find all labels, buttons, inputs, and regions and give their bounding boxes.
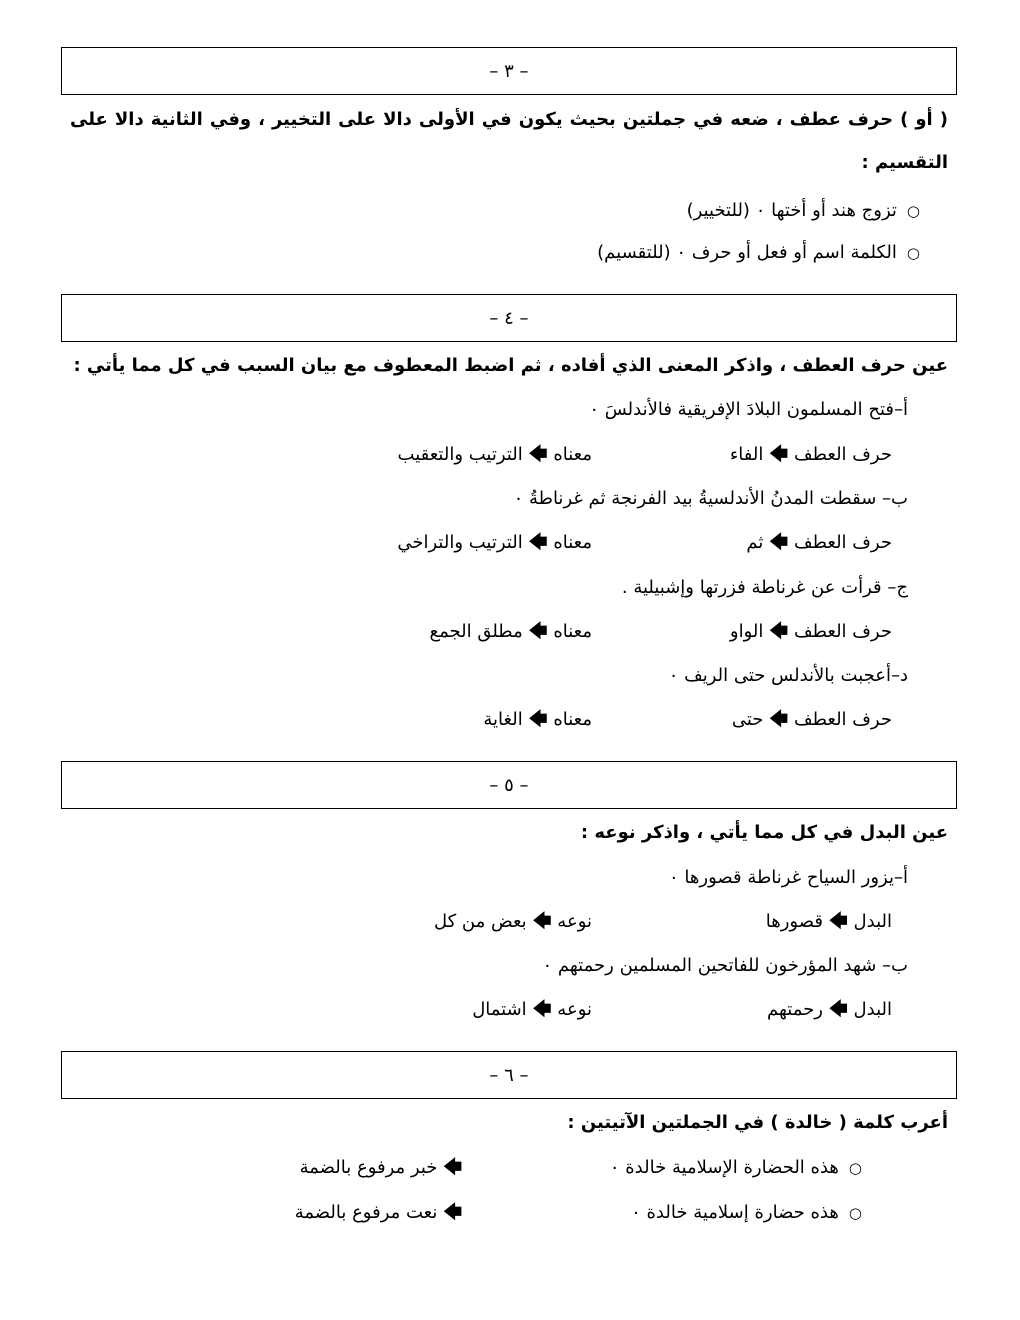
section-header-3 — [61, 47, 957, 95]
section-number: – ٤ – — [489, 307, 529, 329]
question-text: أعرب كلمة ( خالدة ) في الجملتين الآتيتين : — [567, 1112, 948, 1133]
answer-part: معناه🡄الغاية — [483, 709, 592, 730]
answer-part: البدل🡄قصورها — [765, 911, 892, 932]
answer-part: نوعه🡄اشتمال — [472, 999, 592, 1020]
arrow-left-icon: 🡄 — [769, 532, 788, 553]
example-sentence: ب– سقطت المدنُ الأندلسيةُ بيد الفرنجة ثم غرناطةُ ٠ — [513, 488, 908, 509]
arrow-left-icon: 🡄 — [443, 1202, 462, 1223]
answer-part: معناه🡄مطلق الجمع — [429, 621, 592, 642]
answer-part: البدل🡄رحمتهم — [767, 999, 892, 1020]
answer-part: حرف العطف🡄الفاء — [729, 444, 892, 465]
question-text: ( أو ) حرف عطف ، ضعه في جملتين بحيث يكون في الأولى دالا على التخيير ، وفي الثانية دالا على — [70, 109, 948, 130]
list-item: ○ هذه حضارة إسلامية خالدة ٠ — [631, 1201, 862, 1225]
section-number: – ٥ – — [489, 774, 529, 796]
arrow-left-icon: 🡄 — [443, 1157, 462, 1178]
answer-part: 🡄نعت مرفوع بالضمة — [294, 1202, 462, 1223]
arrow-left-icon: 🡄 — [528, 532, 548, 553]
arrow-left-icon: 🡄 — [532, 911, 552, 932]
section-header-4 — [61, 294, 957, 342]
arrow-left-icon: 🡄 — [528, 709, 548, 730]
example-sentence: أ–فتح المسلمون البلادَ الإفريقية فالأندلسَ ٠ — [589, 399, 908, 420]
question-text-cont: التقسيم : — [861, 152, 948, 173]
arrow-left-icon: 🡄 — [528, 444, 548, 465]
arrow-left-icon: 🡄 — [828, 999, 848, 1020]
question-text: عين حرف العطف ، واذكر المعنى الذي أفاده ، ثم اضبط المعطوف مع بيان السبب في كل مما يأتي : — [73, 355, 948, 376]
arrow-left-icon: 🡄 — [828, 911, 848, 932]
arrow-left-icon: 🡄 — [769, 621, 788, 642]
arrow-left-icon: 🡄 — [532, 999, 552, 1020]
section-number: – ٣ – — [489, 60, 529, 82]
list-item: ○ هذه الحضارة الإسلامية خالدة ٠ — [610, 1156, 862, 1180]
example-sentence: د–أعجبت بالأندلس حتى الريف ٠ — [668, 665, 908, 686]
arrow-left-icon: 🡄 — [528, 621, 548, 642]
question-text: عين البدل في كل مما يأتي ، واذكر نوعه : — [580, 822, 948, 843]
answer-part: نوعه🡄بعض من كل — [433, 911, 592, 932]
list-item: ○ تزوج هند أو أختها ٠ (للتخيير) — [687, 199, 920, 223]
answer-part: حرف العطف🡄الواو — [729, 621, 892, 642]
example-sentence: ج– قرأت عن غرناطة فزرتها وإشبيلية . — [621, 577, 908, 598]
section-header-5 — [61, 761, 957, 809]
answer-part: معناه🡄الترتيب والتراخي — [397, 532, 592, 553]
example-sentence: ب– شهد المؤرخون للفاتحين المسلمين رحمتهم ٠ — [542, 955, 908, 976]
section-number: – ٦ – — [489, 1064, 529, 1086]
section-header-6 — [61, 1051, 957, 1099]
list-item: ○ الكلمة اسم أو فعل أو حرف ٠ (للتقسيم) — [597, 241, 920, 265]
example-sentence: أ–يزور السياح غرناطة قصورها ٠ — [669, 867, 908, 888]
arrow-left-icon: 🡄 — [769, 444, 788, 465]
answer-part: حرف العطف🡄ثم — [746, 532, 892, 553]
answer-part: معناه🡄الترتيب والتعقيب — [397, 444, 592, 465]
arrow-left-icon: 🡄 — [769, 709, 788, 730]
answer-part: حرف العطف🡄حتى — [731, 709, 892, 730]
answer-part: 🡄خبر مرفوع بالضمة — [299, 1157, 462, 1178]
